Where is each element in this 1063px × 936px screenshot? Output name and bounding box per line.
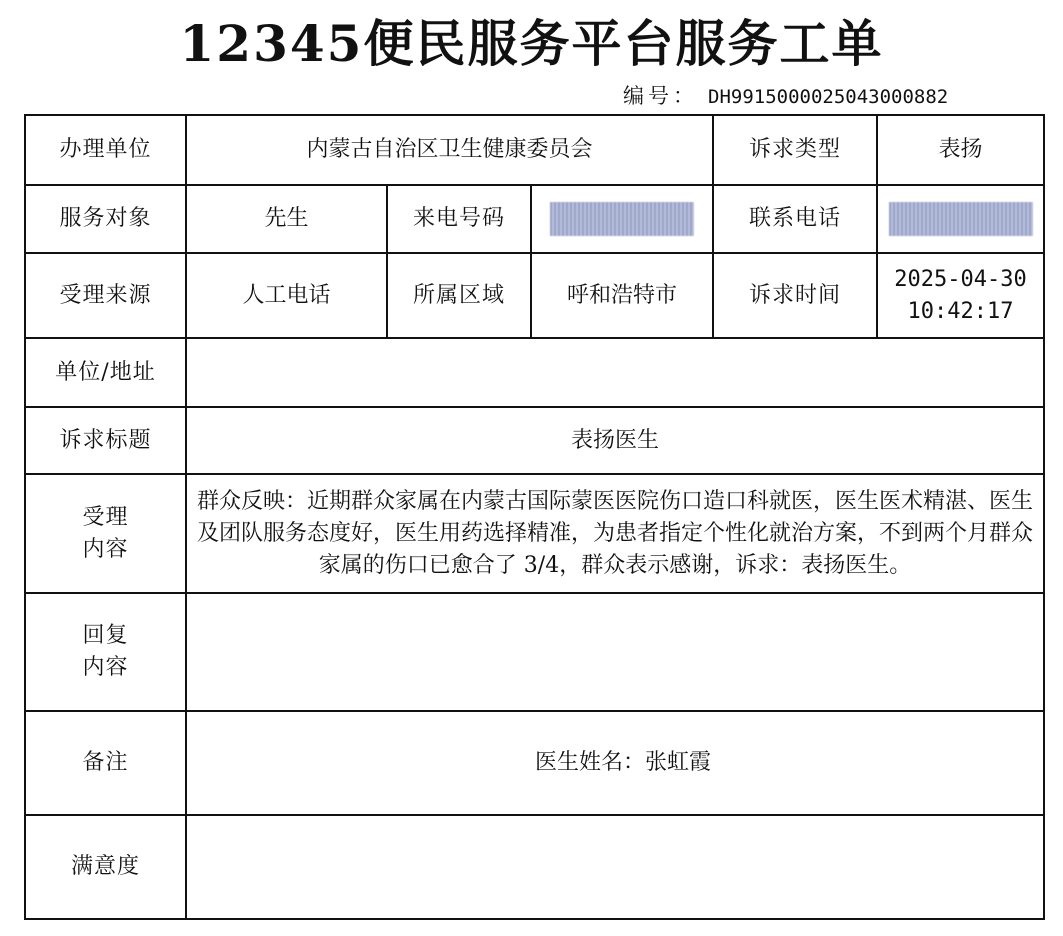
content-value: 群众反映：近期群众家属在内蒙古国际蒙医医院伤口造口科就医，医生医术精湛、医生及团队服务态度好，医生用药选择精准，为患者指定个性化就治方案，不到两个月群众家属的伤口已愈合了 3/4，群众表示感谢，诉求：表扬医生。	[186, 474, 1044, 593]
row-address	[25, 338, 1044, 407]
content-label	[25, 474, 186, 593]
row-target	[25, 185, 1044, 253]
row-reply	[25, 593, 1044, 711]
row-subject	[25, 407, 1044, 474]
redaction-block	[889, 202, 1033, 236]
row-remark	[25, 711, 1044, 815]
source-value: 人工电话	[186, 253, 387, 338]
row-source	[25, 253, 1044, 338]
subject-value: 表扬医生	[186, 407, 1044, 474]
time-clock: 10:42:17	[907, 298, 1014, 324]
satisfaction-value	[186, 815, 1044, 919]
remark-label: 备注	[25, 711, 186, 815]
page-title: 12345便民服务平台服务工单	[179, 14, 884, 73]
target-label: 服务对象	[25, 185, 186, 253]
address-value	[186, 338, 1044, 407]
serial-number	[623, 82, 948, 111]
reply-value	[186, 593, 1044, 711]
remark-value: 医生姓名：张虹霞	[186, 711, 1044, 815]
satisfaction-label: 满意度	[25, 815, 186, 919]
time-date: 2025-04-30	[894, 266, 1027, 292]
contact-label: 联系电话	[713, 185, 877, 253]
type-label: 诉求类型	[713, 115, 877, 185]
serial-value: DH9915000025043000882	[708, 86, 949, 108]
region-value: 呼和浩特市	[531, 253, 713, 338]
redaction-block	[550, 202, 694, 236]
type-value: 表扬	[877, 115, 1044, 185]
reply-label-line2: 内容	[82, 655, 129, 680]
region-label: 所属区域	[387, 253, 531, 338]
contact-value-redacted	[877, 185, 1044, 253]
serial-label: 编号：	[623, 84, 698, 108]
caller-label: 来电号码	[387, 185, 531, 253]
source-label: 受理来源	[25, 253, 186, 338]
address-label: 单位/地址	[25, 338, 186, 407]
unit-label: 办理单位	[25, 115, 186, 185]
reply-label-line1: 回复	[82, 623, 129, 648]
subject-label: 诉求标题	[25, 407, 186, 474]
content-label-line2: 内容	[82, 536, 129, 562]
content-label-line1: 受理	[82, 504, 129, 530]
time-label: 诉求时间	[713, 253, 877, 338]
row-unit	[25, 115, 1044, 185]
time-value	[877, 253, 1044, 338]
row-satisfaction	[25, 815, 1044, 919]
row-content	[25, 474, 1044, 593]
unit-value: 内蒙古自治区卫生健康委员会	[186, 115, 713, 185]
target-value: 先生	[186, 185, 387, 253]
caller-value-redacted	[531, 185, 713, 253]
reply-label	[25, 593, 186, 711]
work-order-table	[24, 114, 1045, 920]
